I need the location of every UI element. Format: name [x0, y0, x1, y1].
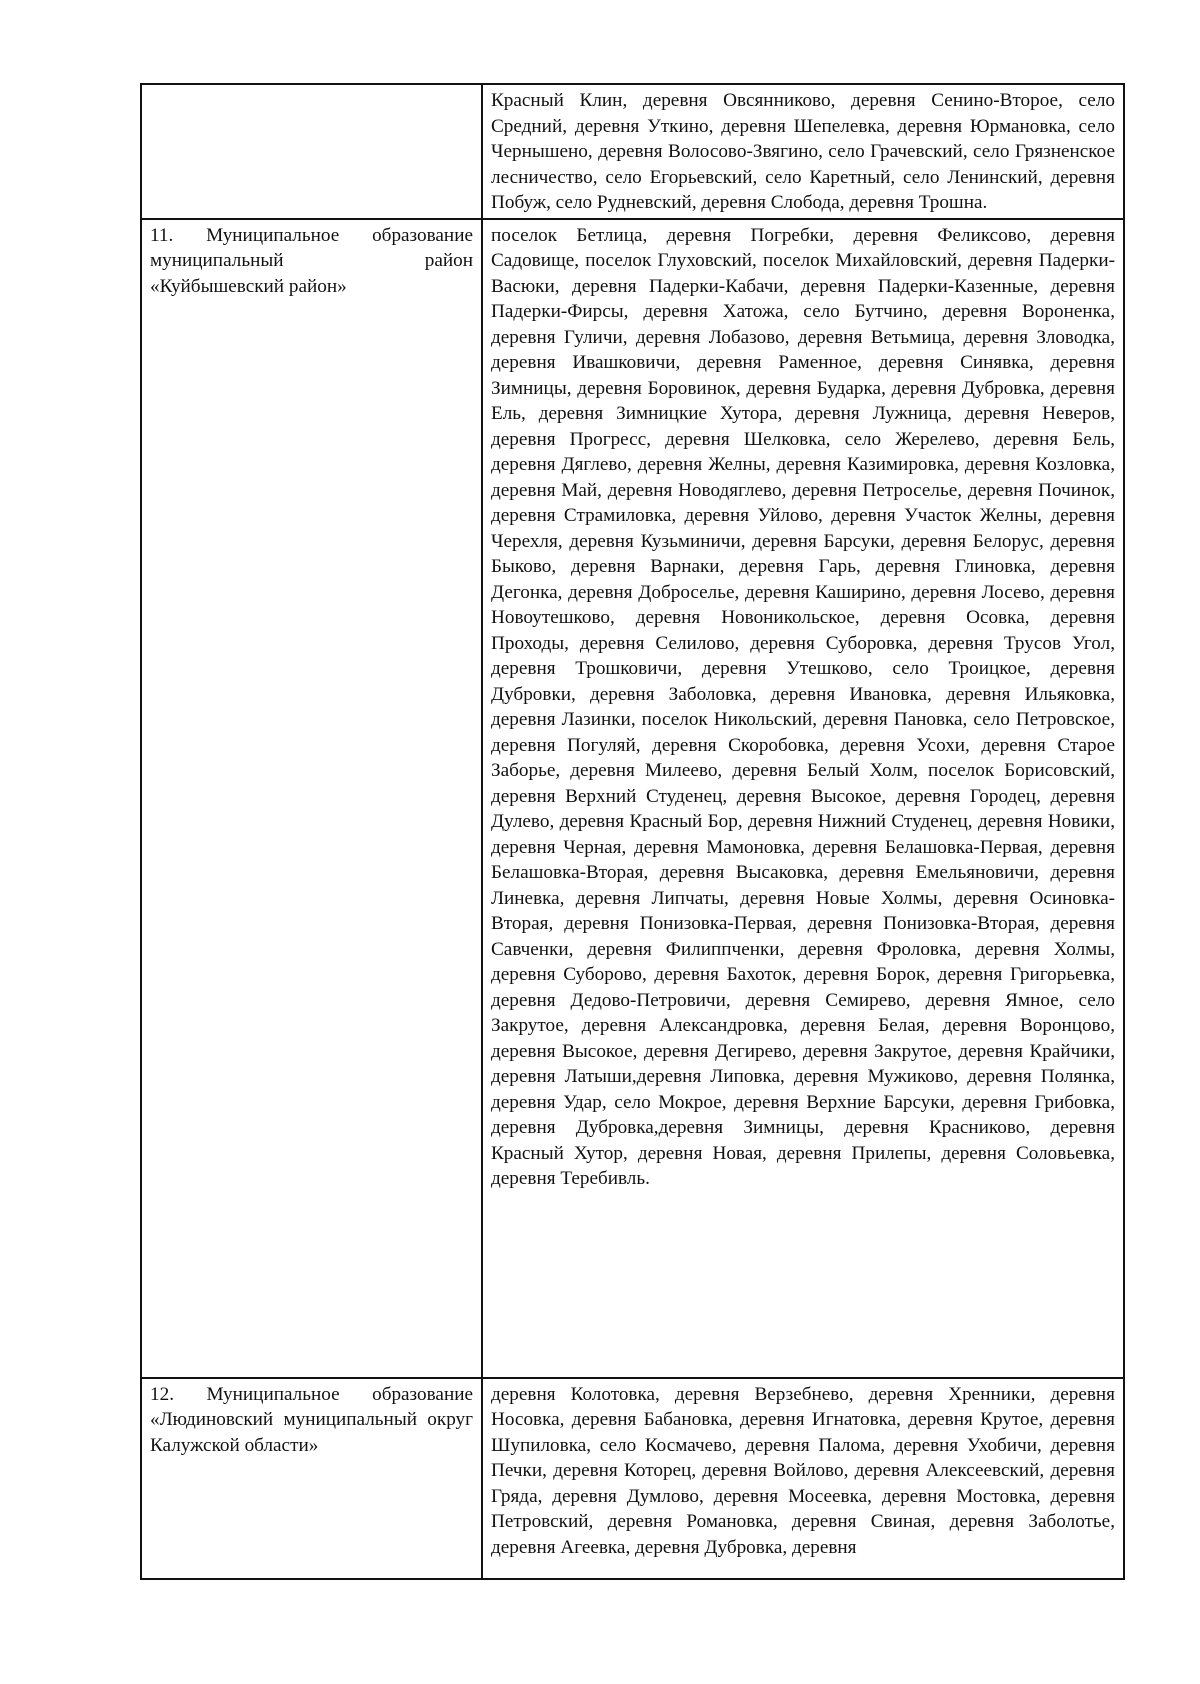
settlements-list: поселок Бетлица, деревня Погребки, деревня Феликсово, деревня Садовище, поселок Глуховский, поселок Михайловский, деревня Падерки-Васюки, деревня Падерки-Кабачи, деревня Падерки-Казенные, деревня Падерки-Фирсы, деревня Хатожа, село Бутчино, деревня Вороненка, деревня Гуличи, деревня Лобазово, деревня Ветьмица, деревня Зловодка, деревня Ивашковичи, деревня Раменное, деревня Синявка, деревня Зимницы, деревня Боровинок, деревня Бударка, деревня Дубровка, деревня Ель, деревня Зимницкие Хутора, деревня Лужница, деревня Неверов, деревня Прогресс, деревня Шелковка, село Жерелево, деревня Бель, деревня Дяглево, деревня Желны, деревня Казимировка, деревня Козловка, деревня Май, деревня Новодяглево, деревня Петроселье, деревня Починок, деревня Страмиловка, деревня Уйлово, деревня Участок Желны, деревня Черехля, деревня Кузьминичи, деревня Барсуки, деревня Белорус, деревня Быково, деревня Варнаки, деревня Гарь, деревня Глиновка, деревня Дегонка, деревня Доброселье, деревня Каширино, деревня Лосево, деревня Новоутешково, деревня Новоникольское, деревня Осовка, деревня Проходы, деревня Селилово, деревня Суборовка, деревня Трусов Угол, деревня Трошковичи, деревня Утешково, село Троицкое, деревня Дубровки, деревня Заболовка, деревня Ивановка, деревня Ильяковка, деревня Лазинки, поселок Никольский, деревня Пановка, село Петровское, деревня Погуляй, деревня Скоробовка, деревня Усохи, деревня Старое Заборье, деревня Милеево, деревня Белый Холм, поселок Борисовский, деревня Верхний Студенец, деревня Высокое, деревня Городец, деревня Дулево, деревня Красный Бор, деревня Нижний Студенец, деревня Новики, деревня Черная, деревня Мамоновка, деревня Белашовка-Первая, деревня Белашовка-Вторая, деревня Высаковка, деревня Емельяновичи, деревня Линевка, деревня Липчаты, деревня Новые Холмы, деревня Осиновка-Вторая, деревня Понизовка-Первая, деревня Понизовка-Вторая, деревня Савченки, деревня Филиппченки, деревня Фроловка, деревня Холмы, деревня Суборово, деревня Бахоток, деревня Борок, деревня Григорьевка, деревня Дедово-Петровичи, деревня Семирево, деревня Ямное, село Закрутое, деревня Александровка, деревня Белая, деревня Воронцово, деревня Высокое, деревня Дегирево, деревня Закрутое, деревня Крайчики, деревня Латыши,деревня Липовка, деревня Мужиково, деревня Полянка, деревня Удар, село Мокрое, деревня Верхние Барсуки, деревня Грибовка, деревня Дубровка,деревня Зимницы, деревня Красниково, деревня Красный Хутор, деревня Новая, деревня Прилепы, деревня Соловьевка, деревня Теребивль. — [491, 224, 1115, 1189]
settlements-list: Красный Клин, деревня Овсянниково, деревня Сенино-Второе, село Средний, деревня Уткино, деревня Шепелевка, деревня Юрмановка, село Чернышено, деревня Волосово-Звягино, село Грачевский, село Грязненское лесничество, село Егорьевский, село Каретный, село Ленинский, деревня Побуж, село Рудневский, деревня Слобода, деревня Трошна. — [491, 90, 1115, 213]
settlements-cell — [482, 1378, 1124, 1579]
municipality-name-cell — [141, 1378, 482, 1579]
municipality-name-cell — [141, 219, 482, 1378]
settlements-cell — [482, 84, 1124, 219]
municipality-name: 12. Муниципальное образование «Людиновский муниципальный округ Калужской области» — [150, 1383, 473, 1456]
municipality-name-cell — [141, 84, 482, 219]
table-row — [141, 219, 1124, 1378]
municipality-name: 11. Муниципальное образование муниципальный район «Куйбышевский район» — [150, 224, 473, 297]
settlements-cell — [482, 219, 1124, 1378]
municipalities-table — [140, 83, 1125, 1580]
table-row — [141, 84, 1124, 219]
table-row — [141, 1378, 1124, 1579]
settlements-list: деревня Колотовка, деревня Верзебнево, деревня Хренники, деревня Носовка, деревня Бабановка, деревня Игнатовка, деревня Крутое, деревня Шупиловка, село Космачево, деревня Палома, деревня Ухобичи, деревня Печки, деревня Которец, деревня Войлово, деревня Алексеевский, деревня Гряда, деревня Думлово, деревня Мосеевка, деревня Мостовка, деревня Петровский, деревня Романовка, деревня Свиная, деревня Заболотье, деревня Агеевка, деревня Дубровка, деревня — [491, 1383, 1115, 1558]
